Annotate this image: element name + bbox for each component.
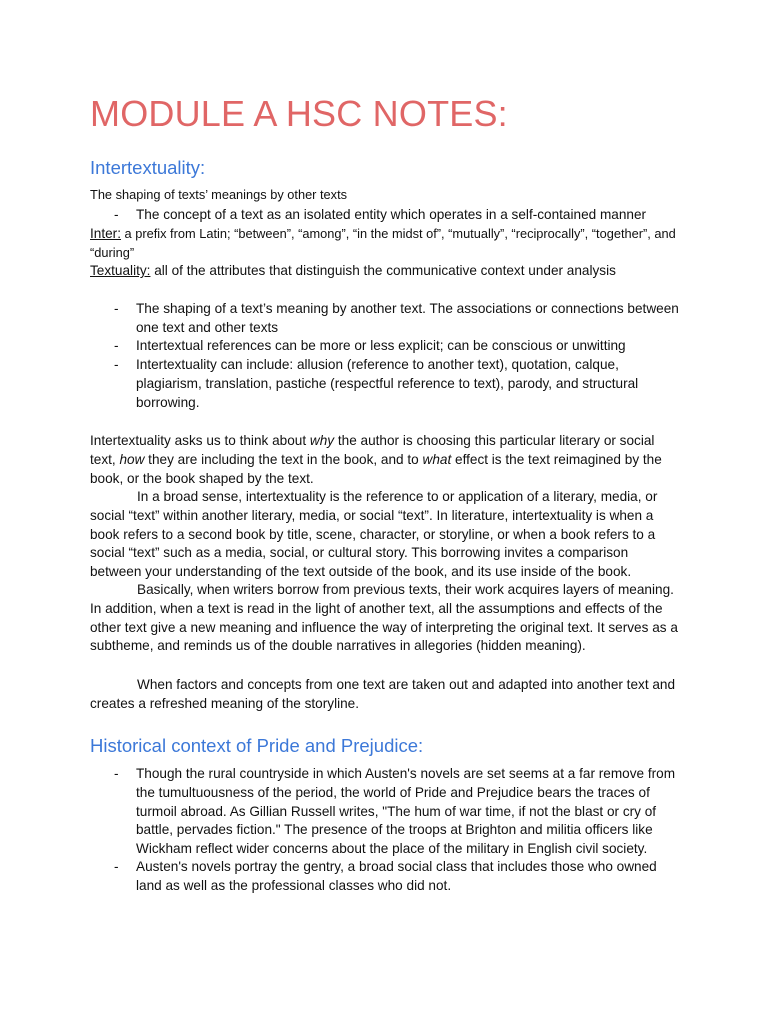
list-item: Intertextual references can be more or less explicit; can be conscious or unwitting	[136, 338, 626, 353]
paragraph-broad-sense: In a broad sense, intertextuality is the reference to or application of a literary, media, or social “text” within another literary, media, or social “text”. In literature, intertextuality is when a book refers to a second book by title, scene, character, or storyline, or when a book refers to a social “text” such as a media, social, or cultural story. This borrowing invites a comparison between your understanding of the text outside of the book, and its use inside of the book.	[90, 489, 658, 580]
dash-marker: -	[114, 338, 119, 353]
dash-marker: -	[114, 357, 119, 372]
paragraph-why-how-what	[90, 432, 680, 488]
para1-text-d: effect is the text reimagined by the book, or the book shaped by the text.	[90, 451, 662, 486]
concept-line: The concept of a text as an isolated entity which operates in a self-contained manner	[136, 207, 647, 222]
textuality-label: Textuality:	[90, 263, 151, 278]
para1-what: what	[422, 451, 452, 467]
list-item: Intertextuality can include: allusion (reference to another text), quotation, calque, plagiarism, translation, pastiche (respectful reference to text), parody, and structural borrowing.	[136, 357, 639, 410]
inter-label: Inter:	[90, 226, 121, 241]
list-item: Austen's novels portray the gentry, a broad social class that includes those who owned land as well as the professional classes who did not.	[136, 859, 657, 893]
inter-text: a prefix from Latin; “between”, “among”, “in the midst of”, “mutually”, “reciprocally”, “together”, and “during”	[90, 226, 676, 260]
dash-marker: -	[114, 301, 119, 316]
list-item: The shaping of a text’s meaning by another text. The associations or connections between one text and other texts	[136, 301, 679, 335]
dash-marker: -	[114, 207, 119, 222]
dash-marker: -	[114, 859, 119, 874]
para1-why: why	[309, 433, 335, 448]
para1-text-b: the author is choosing this particular literary or social text,	[90, 433, 655, 467]
dash-marker: -	[114, 766, 119, 781]
heading-intertextuality: Intertextuality:	[90, 157, 206, 178]
paragraph-factors: When factors and concepts from one text are taken out and adapted into another text and creates a refreshed meaning of the storyline.	[90, 677, 676, 711]
list-item: Though the rural countryside in which Austen's novels are set seems at a far remove from the tumultuousness of the period, the world of Pride and Prejudice bears the traces of turmoil abroad. As Gillian Russell writes, "The hum of war time, if not the blast or cry of battle, pervades fiction." The presence of the troops at Brighton and militia officers like Wickham reflect wider concerns about the place of the military in English civil society.	[136, 766, 676, 857]
inter-definition	[90, 225, 680, 263]
textuality-definition	[90, 262, 690, 281]
heading-historical-context: Historical context of Pride and Prejudice:	[90, 735, 424, 756]
textuality-text: all of the attributes that distinguish the communicative context under analysis	[150, 263, 616, 278]
para1-text-a: Intertextuality asks us to think about	[90, 433, 310, 448]
paragraph-basically: Basically, when writers borrow from previous texts, their work acquires layers of meaning. In addition, when a text is read in the light of another text, all the assumptions and effects of the other text give a new meaning and influence the way of interpreting the original text. It serves as a subtheme, and reminds us of the double narratives in allegories (hidden meaning).	[90, 582, 678, 654]
document-title: MODULE A HSC NOTES:	[90, 93, 508, 134]
subtitle-line: The shaping of texts’ meanings by other texts	[90, 187, 348, 202]
para1-how: how	[119, 451, 145, 467]
para1-text-c: they are including the text in the book, and to	[144, 451, 423, 467]
